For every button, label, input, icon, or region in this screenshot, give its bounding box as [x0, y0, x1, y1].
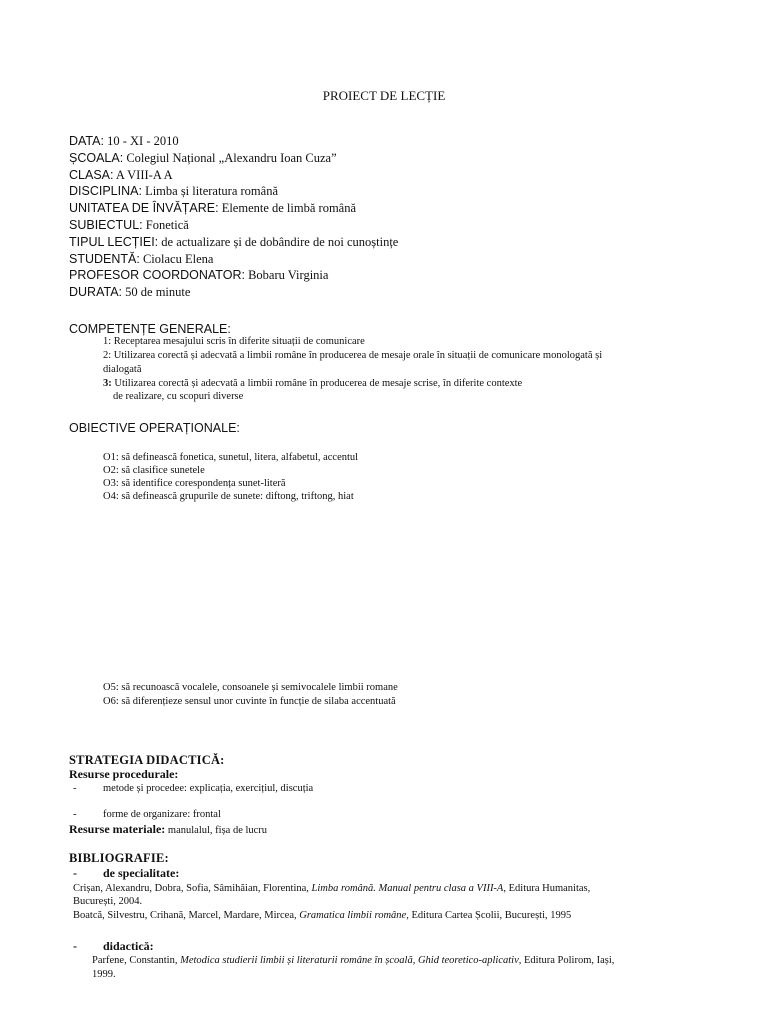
obiectiv-o6: O6: să diferențieze sensul unor cuvinte în funcție de silaba accentuată [103, 696, 396, 707]
document-title: PROIECT DE LECȚIE [322, 88, 446, 103]
competenta-3-line2: de realizare, cu scopuri diverse [113, 391, 244, 402]
obiectiv-o3: O3: să identifice corespondența sunet-literă [103, 478, 286, 489]
header-line-tipul: TIPUL LECȚIEI: de actualizare și de dobândire de noi cunoștințe [69, 234, 399, 249]
resurse-materiale: Resurse materiale: manulalul, fișa de lucru [69, 822, 268, 836]
competente-heading: COMPETENȚE GENERALE: [69, 322, 231, 336]
obiective-heading: OBIECTIVE OPERAȚIONALE: [69, 421, 240, 435]
header-line-subiectul: SUBIECTUL: Fonetică [69, 217, 189, 232]
header-block [69, 133, 398, 301]
strategia-heading: STRATEGIA DIDACTICĂ: [69, 753, 225, 767]
obiectiv-o4: O4: să definească grupurile de sunete: diftong, triftong, hiat [103, 491, 354, 502]
header-line-data: DATA: 10 - XI - 2010 [69, 134, 179, 148]
specialitate-label: - de specialitate: [73, 866, 180, 880]
obiectiv-o2: O2: să clasifice sunetele [103, 465, 205, 476]
reference-crisan-line2: București, 2004. [73, 896, 143, 907]
header-line-durata: DURATA: 50 de minute [69, 285, 191, 300]
metode-item: - metode și procedee: explicația, exercițiul, discuția [73, 783, 314, 794]
obiectiv-o5: O5: să recunoască vocalele, consoanele și semivocalele limbii romane [103, 682, 398, 693]
header-line-studenta: STUDENTĂ: Ciolacu Elena [69, 251, 214, 266]
reference-parfene: Parfene, Constantin, Metodica studierii limbii și literaturii române în școală, Ghid teoretico-aplicativ, Editura Polirom, Iași, [92, 955, 615, 966]
didactica-label: - didactică: [73, 939, 154, 953]
forme-item: - forme de organizare: frontal [73, 809, 221, 820]
header-line-scoala: ȘCOALA: Colegiul Național „Alexandru Ioan Cuza” [69, 150, 337, 165]
header-line-profesor: PROFESOR COORDONATOR: Bobaru Virginia [69, 268, 329, 283]
header-line-clasa: CLASA: A VIII-A A [69, 167, 173, 182]
header-line-disciplina: DISCIPLINA: Limba și literatura română [69, 184, 278, 199]
competenta-2-line2: dialogată [103, 364, 142, 375]
obiectiv-o1: O1: să definească fonetica, sunetul, litera, alfabetul, accentul [103, 452, 359, 463]
reference-boatca: Boatcă, Silvestru, Crihană, Marcel, Mardare, Mircea, Gramatica limbii române, Editura Cartea Școlii, București, 1995 [73, 910, 572, 921]
resurse-procedurale-label: Resurse procedurale: [69, 767, 179, 781]
reference-parfene-line2: 1999. [92, 969, 116, 980]
header-line-unitatea: UNITATEA DE ÎNVĂȚARE: Elemente de limbă română [69, 201, 357, 216]
reference-crisan: Crișan, Alexandru, Dobra, Sofia, Sâmihăian, Florentina, Limba română. Manual pentru clasa a VIII-A, Editura Humanitas, [73, 883, 591, 894]
competenta-1: 1: Receptarea mesajului scris în diferite situații de comunicare [103, 336, 365, 347]
competenta-2-line1: 2: Utilizarea corectă și adecvată a limbii române în producerea de mesaje orale în situații de comunicare monologată și [103, 350, 603, 361]
competenta-3-line1: 3: Utilizarea corectă și adecvată a limbii române în producerea de mesaje scrise, în diferite contexte [103, 378, 523, 389]
bibliografie-heading: BIBLIOGRAFIE: [69, 851, 169, 865]
